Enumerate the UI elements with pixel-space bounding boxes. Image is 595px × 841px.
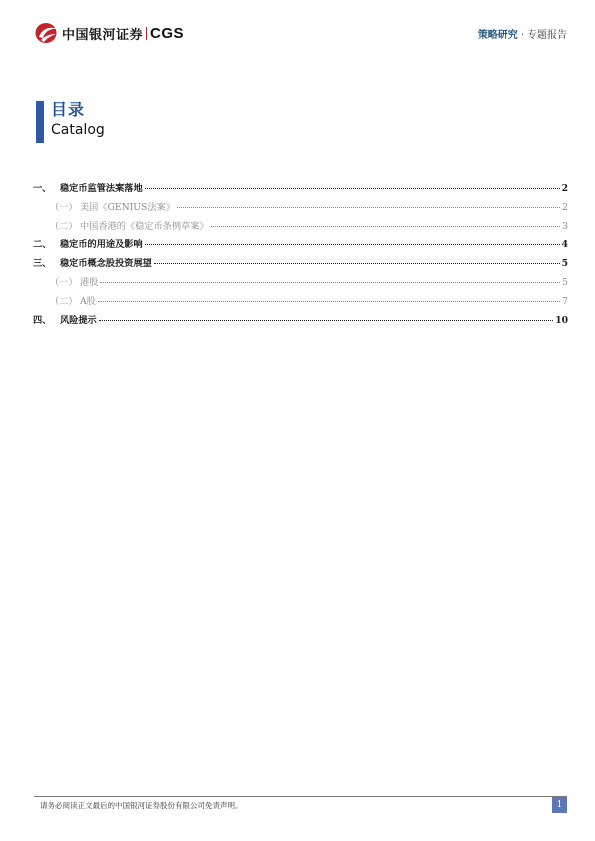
logo-divider [146,27,147,40]
report-category: 策略研究 [477,30,518,41]
toc-entry-label: 美国《GENIUS法案》 [80,201,175,213]
logo-chinese-name: 中国银河证券 [62,27,144,43]
heading-accent-bar [36,101,44,143]
dot-leader [211,226,561,227]
dot-leader [177,207,560,208]
toc-entry-label: 稳定币的用途及影响 [60,239,143,251]
toc-subtitle: Catalog [51,122,105,138]
toc-entry-us-genius-act[interactable] [33,199,568,218]
toc-entry-a-shares[interactable] [33,293,568,312]
page-number: 1 [552,797,567,813]
dot-leader [154,263,560,264]
toc-entry-number: 三、 [33,258,52,270]
footer-divider [34,796,567,797]
logo-english-name: CGS [150,24,185,42]
toc-entry-label: 中国香港的《稳定币条例草案》 [80,220,209,232]
toc-entry-page: 2 [561,183,568,194]
toc-entry-investment-outlook[interactable] [33,255,568,274]
footer-disclaimer: 请务必阅读正文最后的中国银河证券股份有限公司免责声明。 [40,801,243,810]
report-subtype: 专题报告 [527,30,567,41]
toc-entry-number: （一） [50,276,78,288]
toc-entry-number: 一、 [33,183,52,194]
dot-leader [100,282,560,283]
toc-entry-number: 二、 [33,239,52,251]
toc-entry-number: （二） [50,295,78,307]
toc-entry-label: 风险提示 [60,314,97,326]
toc-entry-page: 7 [562,295,568,307]
cgs-logo-icon [35,22,59,44]
toc-entry-hk-stocks[interactable] [33,274,568,293]
toc-entry-number: （二） [50,220,78,232]
toc-entry-page: 3 [562,220,568,232]
toc-entry-label: 港股 [80,276,99,288]
toc-entry-page: 10 [555,314,568,326]
toc-entry-regulation[interactable] [33,180,568,199]
dot-leader [145,244,560,245]
toc-entry-label: 稳定币监管法案落地 [60,183,143,194]
dot-leader [98,301,560,302]
toc-entry-uses-impact[interactable] [33,236,568,255]
toc-entry-label: A股 [80,295,96,307]
toc-entry-page: 2 [562,201,568,213]
toc-entry-page: 4 [561,239,568,251]
toc-title: 目录 [51,100,86,119]
report-type-label [478,26,567,41]
toc-entry-number: （一） [50,201,78,213]
dot-leader [145,188,560,189]
toc-entry-hk-ordinance[interactable] [33,218,568,237]
toc-entry-number: 四、 [33,314,52,326]
toc-entry-page: 5 [562,276,568,288]
dot-leader [99,320,553,321]
report-separator: · [520,30,524,41]
table-of-contents [33,180,568,330]
toc-entry-page: 5 [561,258,568,270]
toc-entry-label: 稳定币概念股投资展望 [60,258,152,270]
company-logo [35,22,184,44]
toc-entry-risk-warning[interactable] [33,312,568,331]
